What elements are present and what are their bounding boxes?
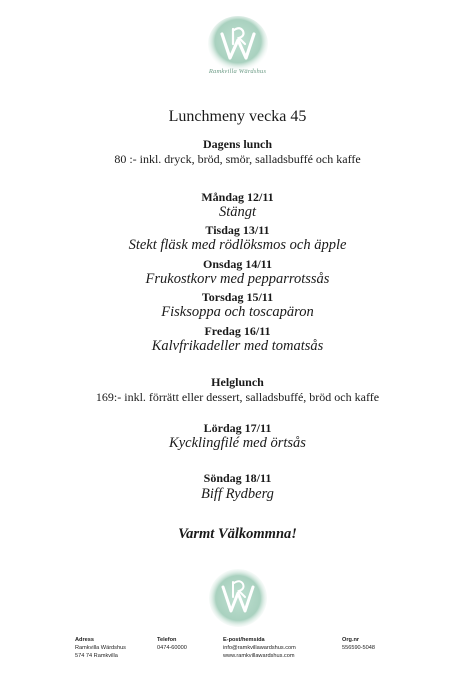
day-label: Tisdag 13/11	[205, 223, 270, 237]
logo-caption: Ramkvilla Wärdshus	[208, 68, 267, 75]
footer-website[interactable]: www.ramkvillawardshus.com	[223, 653, 295, 659]
footer-text: Ramkvilla Wärdshus	[75, 645, 126, 651]
footer-label: Telefon	[157, 637, 177, 643]
day-label: Söndag 18/11	[203, 471, 272, 485]
day-label: Onsdag 14/11	[202, 257, 273, 271]
menu-title: Lunchmeny vecka 45	[168, 108, 307, 125]
dish-name: Stängt	[218, 204, 257, 220]
footer-label: E-post/hemsida	[223, 637, 265, 643]
day-label: Fredag 16/11	[204, 324, 271, 338]
weekday-lunch-price: 80 :- inkl. dryck, bröd, smör, salladsbuffé och kaffe	[114, 152, 361, 166]
dish-name: Kalvfrikadeller med tomatsås	[151, 338, 324, 354]
footer-email[interactable]: info@ramkvillawardshus.com	[223, 645, 296, 651]
footer-org	[342, 636, 375, 652]
dish-name: Biff Rydberg	[201, 486, 274, 502]
day-label: Lördag 17/11	[203, 421, 272, 435]
restaurant-logo-icon	[205, 565, 271, 631]
footer-phone	[157, 636, 187, 652]
closing-greeting: Varmt Välkommna!	[178, 526, 297, 542]
footer-text: 574 74 Ramkvilla	[75, 653, 118, 659]
dish-name: Stekt fläsk med rödlöksmos och äpple	[128, 237, 347, 253]
restaurant-logo-icon	[203, 14, 273, 86]
footer-label: Org.nr	[342, 637, 360, 643]
dish-name: Kycklingfilé med örtsås	[169, 435, 306, 451]
weekend-lunch-heading: Helglunch	[211, 375, 264, 389]
footer-address	[75, 636, 126, 660]
footer-text: 0474-60000	[157, 645, 187, 651]
footer-contact	[223, 636, 296, 660]
weekend-lunch-price: 169:- inkl. förrätt eller dessert, salladsbuffé, bröd och kaffe	[95, 390, 380, 404]
footer-label: Adress	[75, 637, 94, 643]
day-label: Torsdag 15/11	[201, 290, 274, 304]
dish-name: Fisksoppa och toscapäron	[161, 304, 314, 320]
footer-text: 556590-5048	[342, 645, 375, 651]
dish-name: Frukostkorv med pepparrotssås	[145, 271, 330, 287]
weekday-lunch-heading: Dagens lunch	[202, 137, 273, 151]
day-label: Måndag 12/11	[201, 190, 274, 204]
